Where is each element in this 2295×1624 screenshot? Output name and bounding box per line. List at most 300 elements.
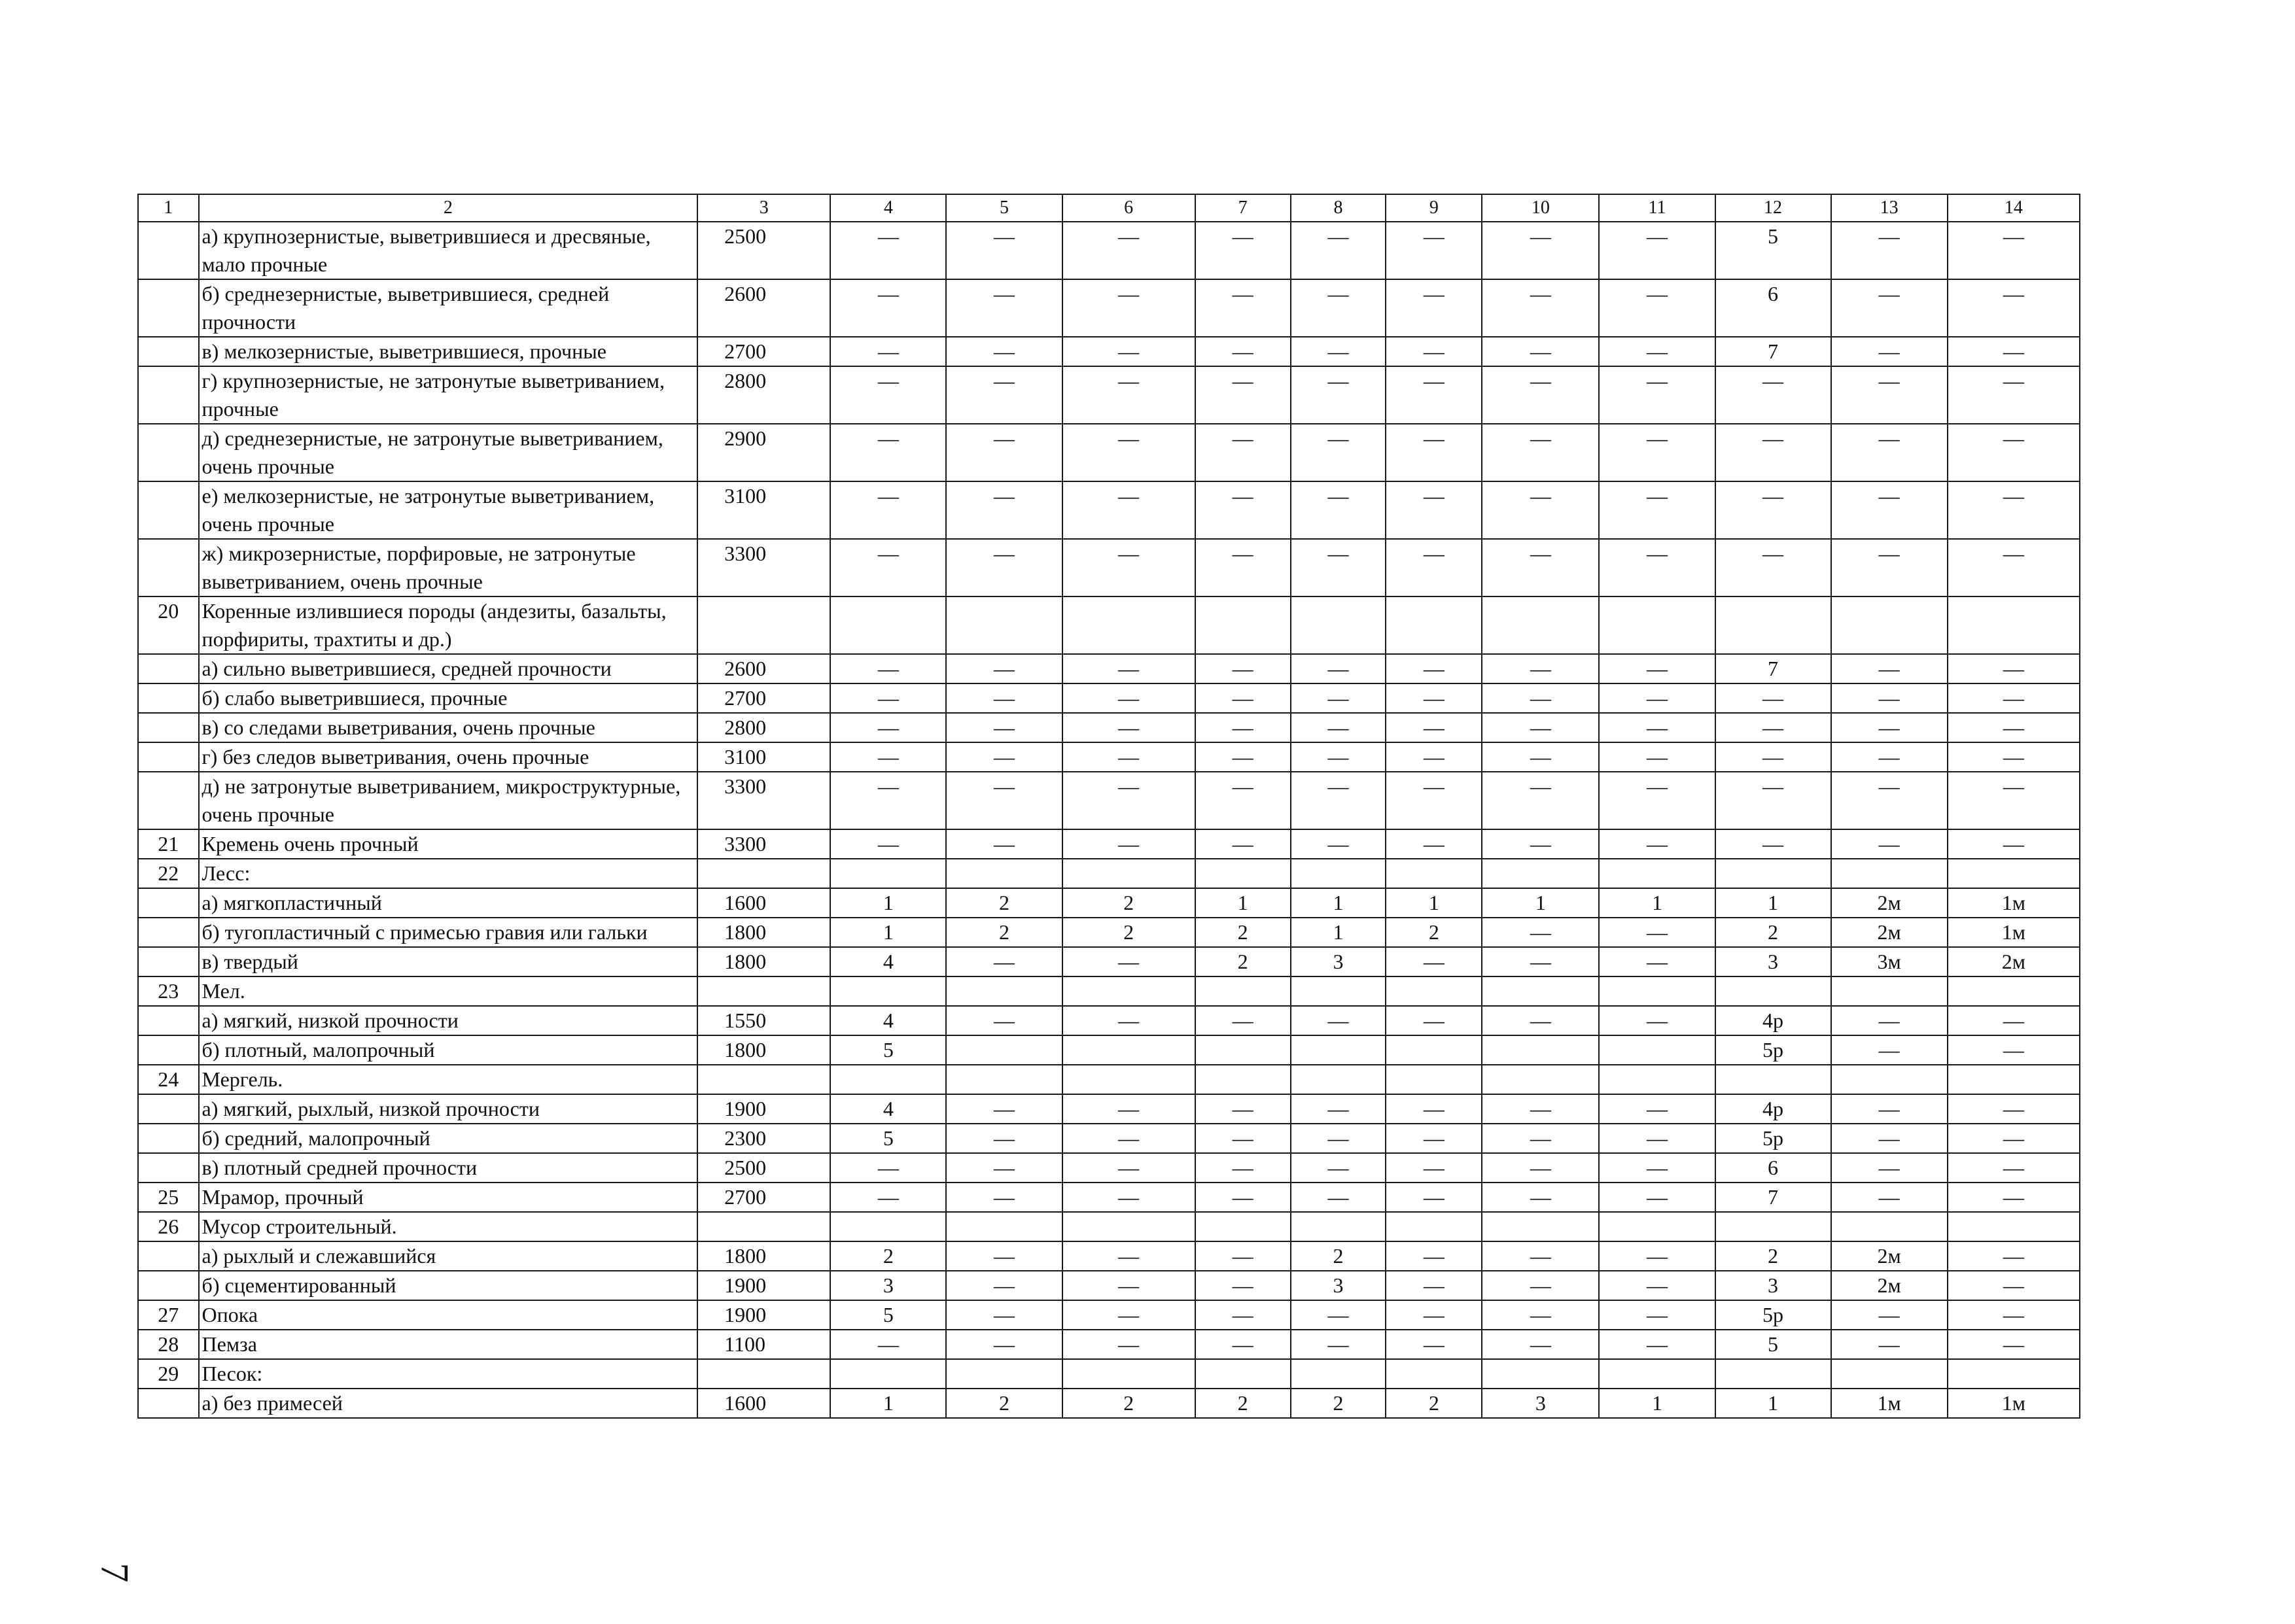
category-value: — <box>1291 1006 1386 1035</box>
category-value: — <box>1291 279 1386 337</box>
category-value: — <box>1715 772 1831 829</box>
category-value: 7 <box>1715 1183 1831 1212</box>
category-value: — <box>1062 742 1195 772</box>
table-row <box>138 366 2080 424</box>
category-value: — <box>946 1094 1062 1124</box>
category-value: — <box>1386 1241 1482 1271</box>
category-value: — <box>1291 1124 1386 1153</box>
category-value: — <box>1291 772 1386 829</box>
category-value: — <box>1386 1300 1482 1330</box>
category-value: — <box>830 222 946 279</box>
category-value: — <box>946 772 1062 829</box>
category-value: — <box>1062 1094 1195 1124</box>
category-value: — <box>1831 222 1948 279</box>
category-value: 5 <box>830 1300 946 1330</box>
category-value <box>1195 1212 1291 1241</box>
soil-name: а) мягкий, рыхлый, низкой прочности <box>199 1094 698 1124</box>
category-value: — <box>1195 279 1291 337</box>
category-value <box>1831 1359 1948 1389</box>
soil-name: а) рыхлый и слежавшийся <box>199 1241 698 1271</box>
category-value <box>1715 1065 1831 1094</box>
category-value: — <box>1831 424 1948 481</box>
category-value: — <box>830 1153 946 1183</box>
row-number: 23 <box>138 976 199 1006</box>
soil-name: а) мягкий, низкой прочности <box>199 1006 698 1035</box>
soil-name: а) крупнозернистые, выветрившиеся и дресвяные, мало прочные <box>199 222 698 279</box>
category-value: — <box>1062 1006 1195 1035</box>
category-value: — <box>1195 424 1291 481</box>
category-value: — <box>1482 337 1599 366</box>
category-value: — <box>1386 1271 1482 1300</box>
category-value: — <box>1831 1035 1948 1065</box>
category-value: 3 <box>1715 947 1831 976</box>
category-value: — <box>830 1330 946 1359</box>
category-value: — <box>1062 1241 1195 1271</box>
row-number: 26 <box>138 1212 199 1241</box>
category-value: — <box>1291 1153 1386 1183</box>
table-row <box>138 1359 2080 1389</box>
density-value: 1600 <box>697 1389 830 1418</box>
category-value: 7 <box>1715 337 1831 366</box>
category-value: — <box>830 683 946 713</box>
row-number: 29 <box>138 1359 199 1389</box>
category-value: — <box>946 1153 1062 1183</box>
category-value: — <box>1195 1330 1291 1359</box>
category-value: — <box>1062 1183 1195 1212</box>
category-value: — <box>1195 1241 1291 1271</box>
category-value: — <box>1482 947 1599 976</box>
category-value <box>1599 1212 1715 1241</box>
category-value: — <box>1599 1241 1715 1271</box>
column-header: 14 <box>1948 194 2080 222</box>
density-value: 3300 <box>697 829 830 859</box>
category-value <box>830 1212 946 1241</box>
category-value: — <box>1195 337 1291 366</box>
category-value: 3 <box>1715 1271 1831 1300</box>
density-value: 1800 <box>697 918 830 947</box>
category-value <box>1599 1359 1715 1389</box>
category-value: — <box>1195 713 1291 742</box>
table-row <box>138 976 2080 1006</box>
category-value <box>830 596 946 654</box>
density-value: 1800 <box>697 1035 830 1065</box>
row-number <box>138 481 199 539</box>
soil-name: Пемза <box>199 1330 698 1359</box>
category-value <box>1062 596 1195 654</box>
table-row <box>138 424 2080 481</box>
density-value: 2700 <box>697 683 830 713</box>
row-number <box>138 888 199 918</box>
category-value: — <box>1482 1183 1599 1212</box>
category-value: — <box>1831 742 1948 772</box>
category-value: — <box>1062 337 1195 366</box>
category-value: — <box>946 829 1062 859</box>
category-value: 2 <box>1195 947 1291 976</box>
category-value: — <box>1386 481 1482 539</box>
category-value: — <box>1948 1241 2080 1271</box>
density-value: 2800 <box>697 366 830 424</box>
row-number <box>138 918 199 947</box>
density-value: 2500 <box>697 1153 830 1183</box>
category-value: — <box>830 279 946 337</box>
category-value: — <box>1482 222 1599 279</box>
row-number <box>138 424 199 481</box>
category-value: — <box>830 742 946 772</box>
row-number <box>138 539 199 596</box>
category-value <box>946 1359 1062 1389</box>
category-value: 4р <box>1715 1006 1831 1035</box>
category-value: — <box>1291 654 1386 683</box>
column-header: 12 <box>1715 194 1831 222</box>
soil-name: в) со следами выветривания, очень прочные <box>199 713 698 742</box>
category-value: — <box>1386 1006 1482 1035</box>
category-value: — <box>1599 1183 1715 1212</box>
category-value: — <box>1482 424 1599 481</box>
category-value: — <box>1482 1271 1599 1300</box>
category-value: 2м <box>1831 1241 1948 1271</box>
category-value <box>1386 596 1482 654</box>
category-value: — <box>1386 337 1482 366</box>
table-row <box>138 713 2080 742</box>
category-value: 2м <box>1831 1271 1948 1300</box>
table-row <box>138 1153 2080 1183</box>
category-value: — <box>1482 1330 1599 1359</box>
category-value <box>1386 1065 1482 1094</box>
category-value <box>830 976 946 1006</box>
category-value: — <box>1831 1183 1948 1212</box>
category-value: — <box>946 222 1062 279</box>
category-value: — <box>1482 1094 1599 1124</box>
density-value <box>697 1212 830 1241</box>
category-value: 1м <box>1948 888 2080 918</box>
category-value: — <box>1599 772 1715 829</box>
soil-name: в) плотный средней прочности <box>199 1153 698 1183</box>
table-row <box>138 1124 2080 1153</box>
category-value: — <box>1715 742 1831 772</box>
category-value: — <box>1599 654 1715 683</box>
category-value: 1 <box>1715 1389 1831 1418</box>
row-number <box>138 1271 199 1300</box>
category-value: — <box>1599 1300 1715 1330</box>
soil-name: б) среднезернистые, выветрившиеся, средней прочности <box>199 279 698 337</box>
category-value: — <box>1948 1006 2080 1035</box>
category-value: — <box>1195 742 1291 772</box>
category-value: — <box>1195 366 1291 424</box>
table-row <box>138 1065 2080 1094</box>
category-value: — <box>1948 772 2080 829</box>
category-value: — <box>1386 1330 1482 1359</box>
category-value: — <box>1599 424 1715 481</box>
category-value: — <box>1831 1153 1948 1183</box>
density-value: 1550 <box>697 1006 830 1035</box>
soil-name: д) не затронутые выветриванием, микроструктурные, очень прочные <box>199 772 698 829</box>
density-value: 2600 <box>697 654 830 683</box>
category-value: 2 <box>946 918 1062 947</box>
category-value: — <box>830 1183 946 1212</box>
category-value <box>1948 859 2080 888</box>
category-value: — <box>830 424 946 481</box>
category-value: 2 <box>1062 1389 1195 1418</box>
category-value: — <box>946 366 1062 424</box>
row-number <box>138 683 199 713</box>
row-number <box>138 1153 199 1183</box>
category-value: 2 <box>1195 918 1291 947</box>
category-value: — <box>1386 222 1482 279</box>
category-value: — <box>1291 222 1386 279</box>
category-value: — <box>1948 1094 2080 1124</box>
category-value: — <box>1291 1183 1386 1212</box>
category-value: — <box>1062 947 1195 976</box>
category-value: — <box>1948 1271 2080 1300</box>
category-value: — <box>1386 1153 1482 1183</box>
category-value: — <box>1062 539 1195 596</box>
category-value <box>1195 1035 1291 1065</box>
category-value <box>1291 1065 1386 1094</box>
category-value: — <box>946 539 1062 596</box>
category-value: — <box>1291 539 1386 596</box>
density-value <box>697 1359 830 1389</box>
row-number <box>138 1389 199 1418</box>
category-value: — <box>830 481 946 539</box>
category-value: — <box>1599 222 1715 279</box>
table-row <box>138 1241 2080 1271</box>
category-value <box>1831 596 1948 654</box>
category-value: — <box>946 1183 1062 1212</box>
category-value: — <box>1062 1330 1195 1359</box>
category-value: — <box>1831 539 1948 596</box>
category-value: — <box>1482 1241 1599 1271</box>
category-value: — <box>1948 424 2080 481</box>
category-value: — <box>1291 424 1386 481</box>
density-value: 1100 <box>697 1330 830 1359</box>
category-value: 6 <box>1715 1153 1831 1183</box>
category-value: — <box>1482 1153 1599 1183</box>
category-value: — <box>946 279 1062 337</box>
category-value: 4 <box>830 1006 946 1035</box>
category-value: — <box>946 713 1062 742</box>
category-value: — <box>1599 918 1715 947</box>
category-value: — <box>1062 1300 1195 1330</box>
category-value: 3м <box>1831 947 1948 976</box>
category-value: 4 <box>830 947 946 976</box>
category-value <box>830 1065 946 1094</box>
category-value: — <box>1195 1183 1291 1212</box>
category-value: — <box>1195 539 1291 596</box>
category-value: — <box>1482 683 1599 713</box>
table-row <box>138 829 2080 859</box>
category-value: 1 <box>1291 918 1386 947</box>
category-value <box>1715 976 1831 1006</box>
category-value: 1 <box>1482 888 1599 918</box>
row-number <box>138 1094 199 1124</box>
category-value <box>1386 859 1482 888</box>
row-number: 22 <box>138 859 199 888</box>
category-value <box>1291 1212 1386 1241</box>
soil-name: Мусор строительный. <box>199 1212 698 1241</box>
category-value: 4 <box>830 1094 946 1124</box>
category-value: — <box>1291 742 1386 772</box>
category-value <box>1386 1212 1482 1241</box>
category-value: — <box>946 947 1062 976</box>
category-value: 1 <box>830 918 946 947</box>
table-row <box>138 742 2080 772</box>
table-row <box>138 1212 2080 1241</box>
category-value: 5р <box>1715 1035 1831 1065</box>
category-value: — <box>1195 1300 1291 1330</box>
density-value: 2600 <box>697 279 830 337</box>
category-value: — <box>1831 481 1948 539</box>
category-value: — <box>1482 918 1599 947</box>
category-value: — <box>830 366 946 424</box>
category-value: 2 <box>1386 1389 1482 1418</box>
soil-name: в) мелкозернистые, выветрившиеся, прочные <box>199 337 698 366</box>
category-value: 2м <box>1831 888 1948 918</box>
category-value <box>1831 1212 1948 1241</box>
category-value: 5 <box>830 1035 946 1065</box>
row-number <box>138 366 199 424</box>
category-value: — <box>1831 279 1948 337</box>
category-value: — <box>1831 654 1948 683</box>
row-number: 21 <box>138 829 199 859</box>
category-value: — <box>1599 539 1715 596</box>
table-row <box>138 1006 2080 1035</box>
category-value <box>1062 1035 1195 1065</box>
soil-name: г) без следов выветривания, очень прочные <box>199 742 698 772</box>
table-row <box>138 337 2080 366</box>
density-value: 3300 <box>697 539 830 596</box>
category-value: — <box>1831 337 1948 366</box>
category-value <box>1715 1359 1831 1389</box>
category-value: — <box>1948 337 2080 366</box>
category-value: 4р <box>1715 1094 1831 1124</box>
category-value: — <box>1062 1124 1195 1153</box>
row-number <box>138 1035 199 1065</box>
category-value: — <box>1291 829 1386 859</box>
category-value: 2 <box>1062 888 1195 918</box>
soil-name: Мрамор, прочный <box>199 1183 698 1212</box>
category-value: 2 <box>1291 1241 1386 1271</box>
category-value: — <box>1831 1300 1948 1330</box>
row-number <box>138 337 199 366</box>
density-value: 2800 <box>697 713 830 742</box>
category-value <box>1062 1212 1195 1241</box>
category-value: 1м <box>1948 918 2080 947</box>
category-value: — <box>1195 1006 1291 1035</box>
category-value <box>830 1359 946 1389</box>
table-row <box>138 1183 2080 1212</box>
row-number <box>138 279 199 337</box>
category-value: — <box>1062 683 1195 713</box>
category-value: 1м <box>1948 1389 2080 1418</box>
column-header: 11 <box>1599 194 1715 222</box>
category-value: — <box>1291 481 1386 539</box>
category-value: — <box>1831 1124 1948 1153</box>
category-value: — <box>1195 829 1291 859</box>
density-value: 2700 <box>697 337 830 366</box>
category-value: 1 <box>830 888 946 918</box>
category-value: 2 <box>946 888 1062 918</box>
category-value: 5 <box>1715 222 1831 279</box>
category-value: 1м <box>1831 1389 1948 1418</box>
category-value: — <box>1599 1094 1715 1124</box>
category-value <box>946 1065 1062 1094</box>
density-value <box>697 1065 830 1094</box>
column-header: 7 <box>1195 194 1291 222</box>
category-value: — <box>1948 742 2080 772</box>
category-value: — <box>946 683 1062 713</box>
row-number <box>138 947 199 976</box>
category-value: — <box>1831 829 1948 859</box>
category-value: 1 <box>1715 888 1831 918</box>
column-header: 10 <box>1482 194 1599 222</box>
category-value: — <box>830 772 946 829</box>
density-value: 1900 <box>697 1271 830 1300</box>
row-number <box>138 1124 199 1153</box>
category-value: — <box>830 539 946 596</box>
row-number: 20 <box>138 596 199 654</box>
category-value: — <box>1599 1330 1715 1359</box>
category-value: — <box>1386 1183 1482 1212</box>
table-row <box>138 772 2080 829</box>
table-body <box>138 222 2080 1418</box>
soil-name: Мергель. <box>199 1065 698 1094</box>
category-value: — <box>946 1241 1062 1271</box>
category-value: — <box>1599 713 1715 742</box>
soil-name: б) тугопластичный с примесью гравия или гальки <box>199 918 698 947</box>
table-row <box>138 1094 2080 1124</box>
category-value: — <box>946 1300 1062 1330</box>
density-value: 2500 <box>697 222 830 279</box>
category-value <box>1948 1359 2080 1389</box>
table-row <box>138 596 2080 654</box>
category-value <box>1291 596 1386 654</box>
row-number: 27 <box>138 1300 199 1330</box>
category-value: 2 <box>1195 1389 1291 1418</box>
table-row <box>138 859 2080 888</box>
header-row <box>138 194 2080 222</box>
table-row <box>138 683 2080 713</box>
table-row <box>138 654 2080 683</box>
table-row <box>138 1035 2080 1065</box>
category-value: 5р <box>1715 1124 1831 1153</box>
row-number: 24 <box>138 1065 199 1094</box>
category-value: — <box>1948 1330 2080 1359</box>
category-value: — <box>1831 1330 1948 1359</box>
category-value: — <box>1195 1153 1291 1183</box>
soil-name: б) плотный, малопрочный <box>199 1035 698 1065</box>
category-value: 2м <box>1948 947 2080 976</box>
category-value: 1 <box>1599 1389 1715 1418</box>
category-value: — <box>1715 713 1831 742</box>
column-header: 2 <box>199 194 698 222</box>
category-value: — <box>1291 683 1386 713</box>
category-value: — <box>1948 1183 2080 1212</box>
category-value: — <box>1195 481 1291 539</box>
soil-name: ж) микрозернистые, порфировые, не затронутые выветриванием, очень прочные <box>199 539 698 596</box>
category-value: 1 <box>1291 888 1386 918</box>
table-row <box>138 888 2080 918</box>
category-value: — <box>946 1124 1062 1153</box>
category-value: — <box>1599 366 1715 424</box>
category-value: — <box>1599 1153 1715 1183</box>
table-row <box>138 918 2080 947</box>
category-value <box>1195 596 1291 654</box>
category-value <box>1482 1212 1599 1241</box>
soil-name: д) среднезернистые, не затронутые выветриванием, очень прочные <box>199 424 698 481</box>
category-value: — <box>1948 222 2080 279</box>
category-value <box>1599 1065 1715 1094</box>
category-value <box>1386 1035 1482 1065</box>
